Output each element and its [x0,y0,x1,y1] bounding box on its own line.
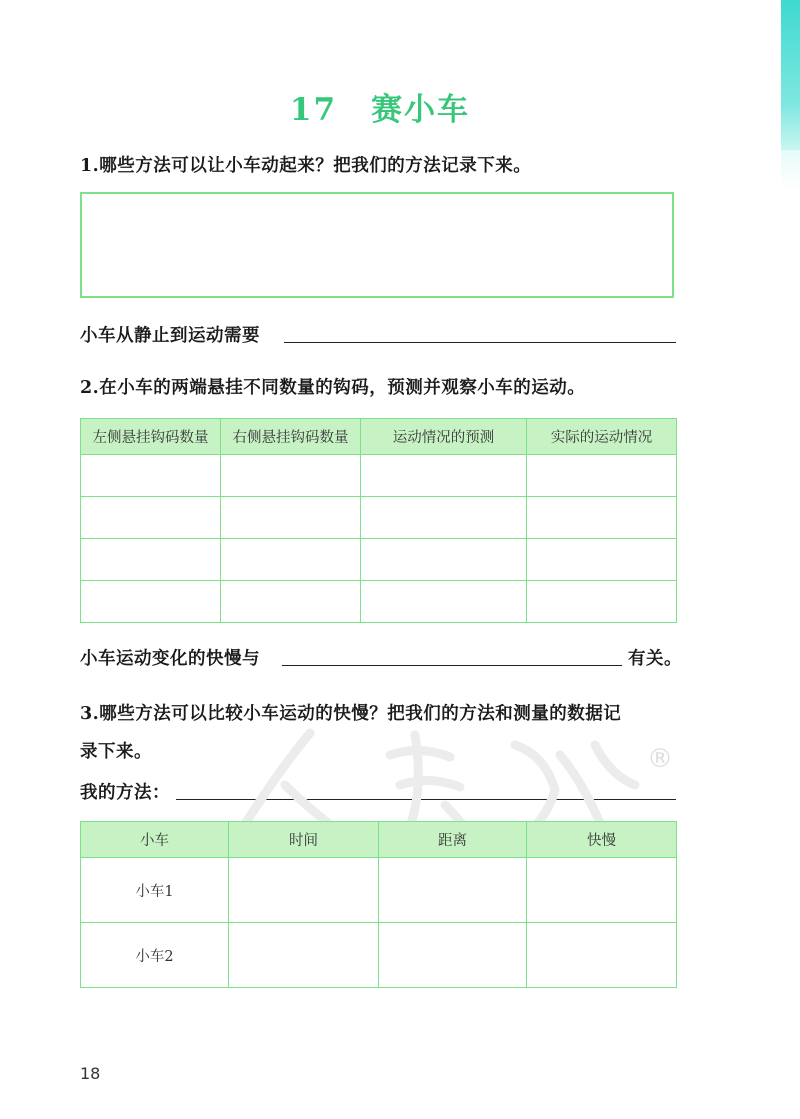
car-speed-table [80,821,677,988]
table-cell[interactable] [527,858,677,923]
table-cell[interactable] [229,858,379,923]
table-row [81,923,677,988]
question-3-line-1: 3.哪些方法可以比较小车运动的快慢？把我们的方法和测量的数据记 [80,704,622,724]
table-header-cell: 运动情况的预测 [361,419,527,455]
table-header-cell: 实际的运动情况 [527,419,677,455]
table-cell[interactable] [81,497,221,539]
table-cell[interactable] [361,455,527,497]
table-row [81,858,677,923]
table-row [81,497,677,539]
table-row [81,581,677,623]
table-row [81,539,677,581]
page-title [0,84,760,129]
method-label: 我的方法： [80,783,170,803]
hook-weight-table [80,418,677,623]
row-label-car-2: 小车2 [81,923,229,988]
fill-blank-2[interactable] [282,665,622,666]
question-3-line-2: 录下来。 [80,742,152,762]
table-header-cell: 右侧悬挂钩码数量 [221,419,361,455]
table-cell[interactable] [81,455,221,497]
table-header-cell: 时间 [229,822,379,858]
page-number: 18 [80,1064,101,1083]
lesson-number: 17 [289,92,338,128]
fill-label-2: 小车运动变化的快慢与 [80,649,260,669]
table-cell[interactable] [221,539,361,581]
table-header-cell: 小车 [81,822,229,858]
table-cell[interactable] [527,581,677,623]
table-header-cell: 快慢 [527,822,677,858]
question-1: 1.哪些方法可以让小车动起来？把我们的方法记录下来。 [80,156,532,176]
table-cell[interactable] [379,923,527,988]
table-cell[interactable] [81,539,221,581]
registered-mark: ® [647,744,673,774]
question-2: 2.在小车的两端悬挂不同数量的钩码，预测并观察小车的运动。 [80,378,586,398]
table-cell[interactable] [527,497,677,539]
fill-label-1: 小车从静止到运动需要 [80,326,260,346]
table-cell[interactable] [221,581,361,623]
table-row [81,455,677,497]
table-cell[interactable] [229,923,379,988]
side-color-tab [781,0,800,150]
table-cell[interactable] [527,923,677,988]
table-header-row [81,822,677,858]
table-cell[interactable] [81,581,221,623]
side-color-tab-fade [781,150,800,190]
table-cell[interactable] [379,858,527,923]
fill-suffix-2: 有关。 [628,649,682,669]
table-cell[interactable] [527,455,677,497]
row-label-car-1: 小车1 [81,858,229,923]
table-cell[interactable] [361,497,527,539]
answer-box-1[interactable] [80,192,674,298]
table-header-cell: 左侧悬挂钩码数量 [81,419,221,455]
table-cell[interactable] [221,455,361,497]
method-blank[interactable] [176,799,676,800]
table-cell[interactable] [527,539,677,581]
table-cell[interactable] [361,539,527,581]
fill-blank-1[interactable] [284,342,676,343]
table-cell[interactable] [221,497,361,539]
table-header-row [81,419,677,455]
table-cell[interactable] [361,581,527,623]
lesson-title: 赛小车 [371,92,471,128]
table-header-cell: 距离 [379,822,527,858]
